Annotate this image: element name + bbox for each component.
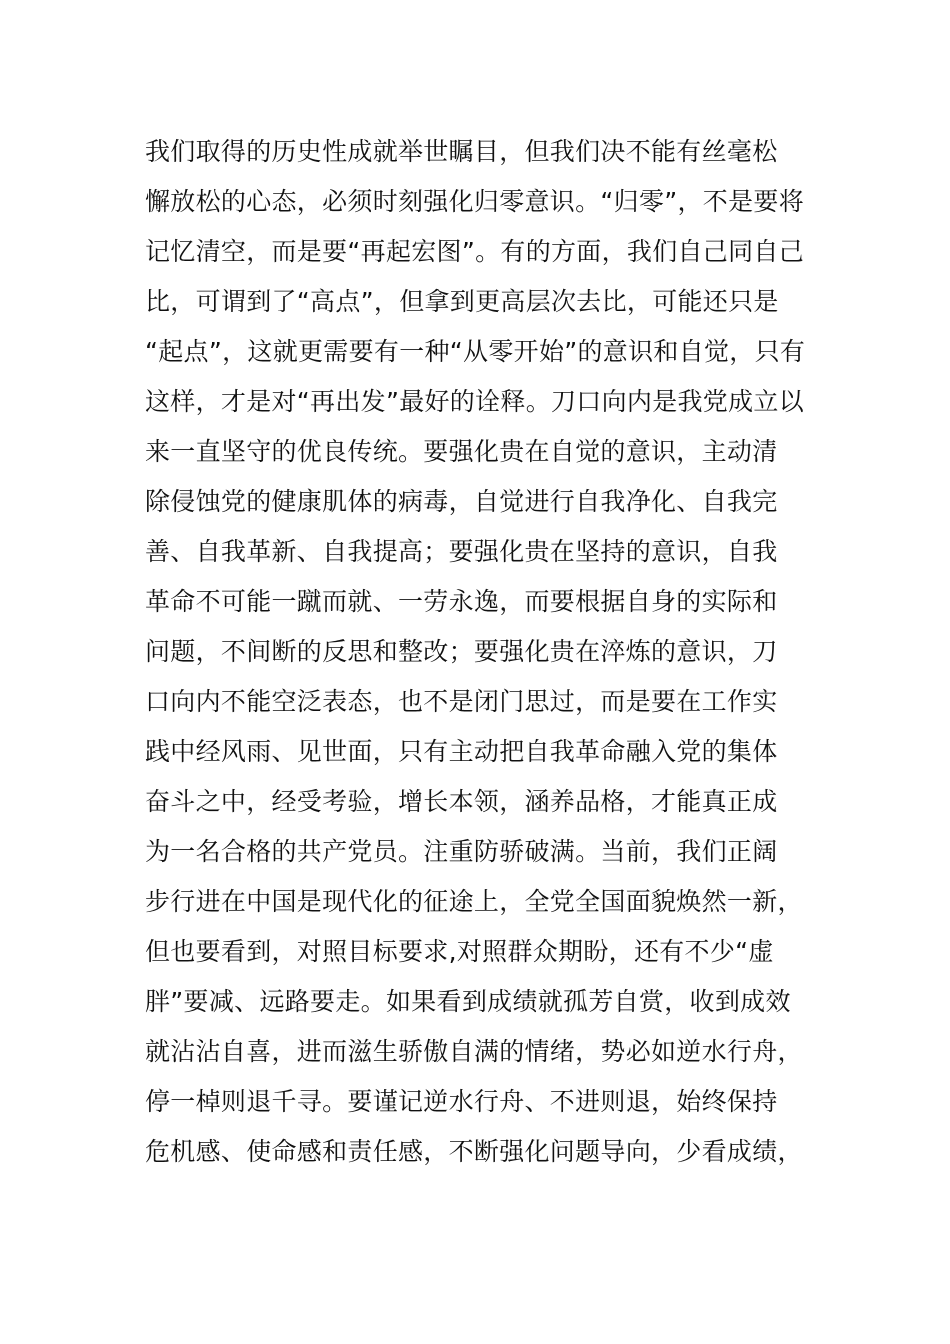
text-line: 这样，才是对“再出发”最好的诠释。刀口向内是我党成立以 [145,387,805,416]
text-line: 除侵蚀党的健康肌体的病毒，自觉进行自我净化、自我完 [145,487,778,516]
text-line: 比，可谓到了“高点”，但拿到更高层次去比，可能还只是 [145,287,779,316]
text-line: 懈放松的心态，必须时刻强化归零意识。“归零”，不是要将 [145,187,805,216]
text-line: 革命不可能一蹴而就、一劳永逸，而要根据自身的实际和 [145,587,778,616]
text-line: 来一直坚守的优良传统。要强化贵在自觉的意识，主动清 [145,437,778,466]
text-line: 我们取得的历史性成就举世瞩目，但我们决不能有丝毫松 [145,137,778,166]
text-line: 记忆清空，而是要“再起宏图”。有的方面，我们自己同自己 [145,237,805,266]
text-line: 步行进在中国是现代化的征途上，全党全国面貌焕然一新， [145,887,803,916]
text-line: 为一名合格的共产党员。注重防骄破满。当前，我们正阔 [145,837,778,866]
text-line: 践中经风雨、见世面，只有主动把自我革命融入党的集体 [145,737,778,766]
text-line: 就沾沾自喜，进而滋生骄傲自满的情绪，势必如逆水行舟， [145,1037,803,1066]
text-line: 胖”要减、远路要走。如果看到成绩就孤芳自赏，收到成效 [145,987,791,1016]
text-line: “起点”，这就更需要有一种“从零开始”的意识和自觉，只有 [145,337,806,366]
text-line: 奋斗之中，经受考验，增长本领，涵养品格，才能真正成 [145,787,778,816]
text-line: 但也要看到，对照目标要求,对照群众期盼，还有不少“虚 [145,937,774,966]
text-line: 口向内不能空泛表态，也不是闭门思过，而是要在工作实 [145,687,778,716]
text-line: 危机感、使命感和责任感，不断强化问题导向，少看成绩， [145,1137,803,1166]
text-line: 停一棹则退千寻。要谨记逆水行舟、不进则退，始终保持 [145,1087,778,1116]
text-line: 善、自我革新、自我提高；要强化贵在坚持的意识，自我 [145,537,778,566]
body-paragraph [145,127,825,1177]
text-line: 问题，不间断的反思和整改；要强化贵在淬炼的意识，刀 [145,637,778,666]
